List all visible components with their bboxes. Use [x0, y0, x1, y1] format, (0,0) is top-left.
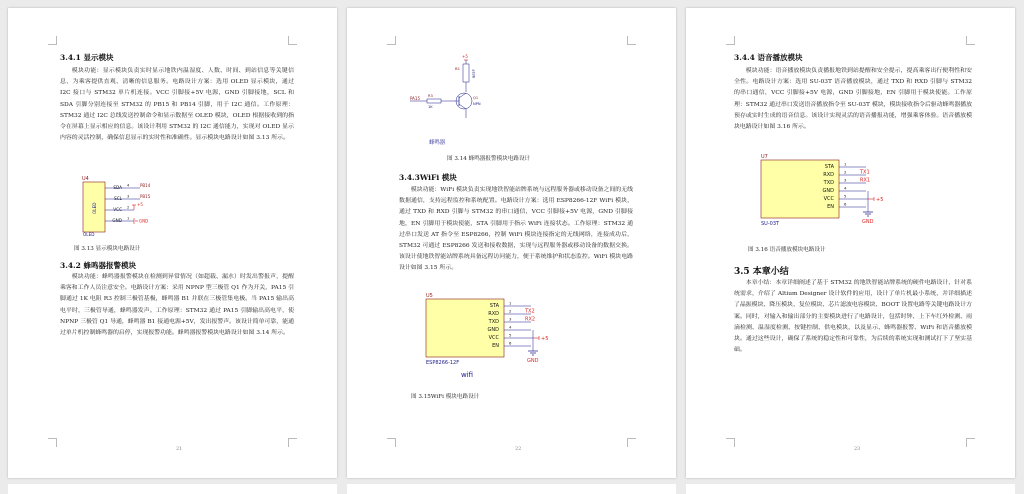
wifi-pin-name: TXD	[488, 319, 499, 325]
wifi-net-rx2: RX2	[525, 316, 536, 323]
oled-circuit-diagram	[78, 174, 188, 236]
section-heading-buzzer: 3.4.2 蜂鸣器报警模块	[60, 261, 136, 270]
crop-mark	[48, 36, 57, 45]
wifi-gnd-label: GND	[527, 358, 539, 364]
transistor-type: NPN	[473, 102, 481, 106]
wifi-pin-name: STA	[489, 303, 499, 309]
voice-pin-num: 5	[844, 193, 847, 199]
oled-pin-4	[105, 217, 148, 225]
wifi-ref: U5	[426, 293, 433, 299]
oled-pin-num: 1	[127, 216, 130, 221]
wifi-vcc-label: +5	[541, 336, 549, 342]
buzzer-circuit-diagram	[407, 48, 507, 148]
oled-ref: U4	[82, 176, 89, 182]
oled-pin-name: SCL	[114, 196, 122, 201]
paragraph-wifi: 模块功能：WiFi 模块负责实现地铁智能站牌系统与远程服务器或移动设备之间的无线数据通信，支持远程监控和系统配置。电路设计方案：选用 ESP8266-12F WiFi 模块，通过 TXD 和 RXD 引脚与 STM32 的串口通信，VCC 引脚接+5V 电源，GND 引脚接地，EN 引脚用于模块使能，STA 引脚用于指示 WiFi 连接状态。工作原理：STM32 通过串口发送 AT 指令至 ESP8266，控制 WiFi 模块连接指定的无线网络，连接成功后，STM32 可通过 ESP8266 发送和接收数据，实现与远程服务器或移动设备的数据交换。该设计使地铁智能站牌系统具备远程访问能力，便于系统维护和状态监控。WiFi 模块电路设计如图 3.15 所示。	[399, 187, 633, 272]
buzzer-b1-symbol	[463, 64, 469, 82]
oled-net-label: PB15	[140, 194, 151, 199]
page-number: 22	[515, 446, 522, 452]
buzzer-cn-label: 蜂鸣器	[429, 140, 446, 146]
document-page-21	[8, 8, 337, 478]
section-heading-summary: 3.5 本章小结	[734, 267, 789, 277]
voice-pin-name: VCC	[823, 196, 834, 202]
wifi-pin-num: 2	[509, 308, 512, 314]
buzzer-vcc-label: +5	[462, 54, 468, 59]
section-heading-voice: 3.4.4 语音播放模块	[734, 53, 803, 62]
buzzer-part: BEEP	[472, 69, 476, 78]
crop-mark	[627, 36, 636, 45]
voice-gnd-label: GND	[862, 219, 874, 225]
oled-pin-1	[105, 183, 151, 190]
figure-caption-3-13: 图 3.13 显示模块电路设计	[74, 246, 141, 252]
voice-pin-name: RXD	[823, 172, 834, 178]
figure-caption-3-15: 图 3.15WiFi 模块电路设计	[411, 394, 480, 400]
voice-vcc-label: +5	[876, 197, 884, 203]
wifi-label: wifi	[461, 371, 474, 379]
voice-ref: U7	[761, 154, 768, 160]
wifi-pin-name: GND	[487, 327, 499, 333]
crop-mark	[48, 438, 57, 447]
voice-pin-name: TXD	[823, 180, 834, 186]
next-page-edge	[8, 484, 337, 494]
oled-pin-num: 3	[127, 194, 130, 199]
wifi-pin-num: 3	[509, 316, 512, 322]
crop-mark	[966, 438, 975, 447]
wifi-pin-num: 4	[509, 324, 512, 330]
wifi-pin-num: 6	[509, 340, 512, 346]
voice-pin-num: 1	[844, 161, 847, 167]
buzzer-ref: B1	[455, 66, 461, 71]
oled-pin-num: 4	[127, 183, 130, 188]
paragraph-buzzer: 模块功能：蜂鸣器报警模块在检测到异常情况（如超载、漏水）时发出警报声，提醒乘客和工作人员注意安全。电路设计方案：采用 NPNP 型三极管 Q1 作为开关，PA15 引脚通过 1K 电阻 R3 控制三极管基极，蜂鸣器 B1 并联在三极管集电极。当 PA15 输出高电平时，三极管导通，蜂鸣器发声。工作原理：STM32 通过 PA15 引脚输出高电平，使 NPNP 三极管 Q1 导通，蜂鸣器 B1 接通电源+5V，发出报警声。该设计简单可靠，能通过单片机控制蜂鸣器的启停，实现报警功能。蜂鸣器报警模块电路设计如图 3.14 所示。	[60, 274, 294, 337]
oled-pin-name: VCC	[113, 207, 122, 212]
figure-caption-3-16: 图 3.16 语音播放模块电路设计	[748, 247, 826, 253]
voice-pin-name: EN	[827, 204, 834, 210]
voice-pin-name: GND	[822, 188, 834, 194]
document-page-22	[347, 8, 676, 478]
paragraph-display: 模块功能：显示模块负责实时显示地铁内温湿度、人数、时间、到站信息等关键信息，为乘客提供直观、清晰的信息服务。电路设计方案：选用 OLED 显示模块，通过 I2C 接口与 STM32 单片机连接。VCC 引脚接+5V 电源，GND 引脚接地，SCL 和 SDA 引脚分别连接至 STM32 的 PB15 和 PB14 引脚，用于 I2C 通信。工作原理：STM32 通过 I2C 总线发送控制命令和显示数据至 OLED 模块，OLED 根据接收到的指令在屏幕上显示相应的信息。该设计利用 STM32 的 I2C 通信能力，实现对 OLED 显示内容的灵活控制，确保信息显示的实时性和准确性。显示模块电路设计如图 3.13 所示。	[60, 68, 294, 142]
voice-pin-num: 4	[844, 185, 847, 191]
voice-net-rx1: RX1	[860, 177, 871, 184]
resistor-value: 1K	[428, 105, 433, 109]
voice-net-tx1: TX1	[860, 169, 870, 176]
crop-mark	[726, 36, 735, 45]
crop-mark	[288, 36, 297, 45]
voice-pin-name: STA	[824, 164, 834, 170]
oled-pin-name: GND	[112, 218, 122, 223]
crop-mark	[966, 36, 975, 45]
resistor-ref: R3	[428, 94, 433, 98]
wifi-pin-num: 5	[509, 332, 512, 338]
oled-pin-3	[105, 202, 143, 212]
wifi-pin-num: 1	[509, 300, 512, 306]
oled-net-label: PB14	[140, 183, 151, 188]
next-page-edge	[347, 484, 676, 494]
voice-pin-num: 3	[844, 177, 847, 183]
transistor-ref: Q1	[473, 96, 479, 100]
wifi-net-tx2: TX2	[525, 308, 535, 315]
section-heading-wifi: 3.4.3WiFi 模块	[399, 173, 457, 182]
oled-vcc-label: +5	[137, 202, 143, 207]
page-number: 21	[176, 446, 183, 452]
voice-circuit-diagram	[756, 152, 896, 240]
oled-pin-2	[105, 194, 151, 201]
voice-part-name: SU-03T	[761, 221, 780, 227]
oled-pin-num: 2	[127, 205, 130, 210]
wifi-pin-name: VCC	[488, 335, 499, 341]
wifi-circuit-diagram	[421, 291, 561, 383]
buzzer-input-label: PA15	[410, 96, 420, 101]
crop-mark	[288, 438, 297, 447]
wifi-pin-name: RXD	[488, 311, 499, 317]
oled-body-label: OLED	[92, 202, 97, 214]
next-page-edge	[686, 484, 1015, 494]
crop-mark	[726, 438, 735, 447]
resistor-r3-symbol	[427, 99, 441, 103]
wifi-pin-name: EN	[492, 343, 499, 349]
crop-mark	[387, 36, 396, 45]
page-number: 23	[854, 446, 861, 452]
wifi-part-name: ESP8266-12F	[426, 360, 460, 366]
oled-gnd-label: GND	[139, 218, 149, 224]
oled-part-name: OLED	[83, 232, 95, 236]
document-page-23	[686, 8, 1015, 478]
paragraph-voice: 模块功能：语音播放模块负责播报地铁到站提醒和安全提示，提高乘客出行便利性和安全性。电路设计方案：选用 SU-03T 语音播放模块，通过 TXD 和 RXD 引脚与 STM32 的串口通信，VCC 引脚接+5V 电源，GND 引脚接地，EN 引脚用于模块使能。工作原理：STM32 通过串口发送语音播放指令至 SU-03T 模块，模块接收指令后驱动蜂鸣器播放预存或实时生成的语音信息。该设计实现灵活的语音播报功能，增强乘客体验。语音播放模块电路设计如图 3.16 所示。	[734, 68, 972, 131]
voice-pin-num: 2	[844, 169, 847, 175]
section-heading-display: 3.4.1 显示模块	[60, 53, 114, 62]
crop-mark	[387, 438, 396, 447]
figure-caption-3-14: 图 3.14 蜂鸣器报警模块电路设计	[447, 156, 531, 162]
oled-pin-name: SDA	[113, 185, 122, 190]
crop-mark	[627, 438, 636, 447]
paragraph-summary: 本章小结：本章详细阐述了基于 STM32 的地铁智能站牌系统的硬件电路设计，针对系统需求，介绍了 Altium Designer 设计软件的应用，设计了单片机最小系统，并详细描述了晶振模块、降压模块、复位模块、芯片滤波电容模块、BOOT 设置电路等关键电路设计方案。同时，对输入和输出部分的主要模块进行了电路设计，包括时钟、上下车红外检测、雨滴检测、温湿度检测、按键控制、供电模块，以及显示、蜂鸣器报警、WiFi 和语音播放模块。通过这些设计，确保了系统的稳定性和可靠性，为后续的系统实现和测试打下了坚实基础。	[734, 280, 972, 354]
voice-pin-num: 6	[844, 201, 847, 207]
